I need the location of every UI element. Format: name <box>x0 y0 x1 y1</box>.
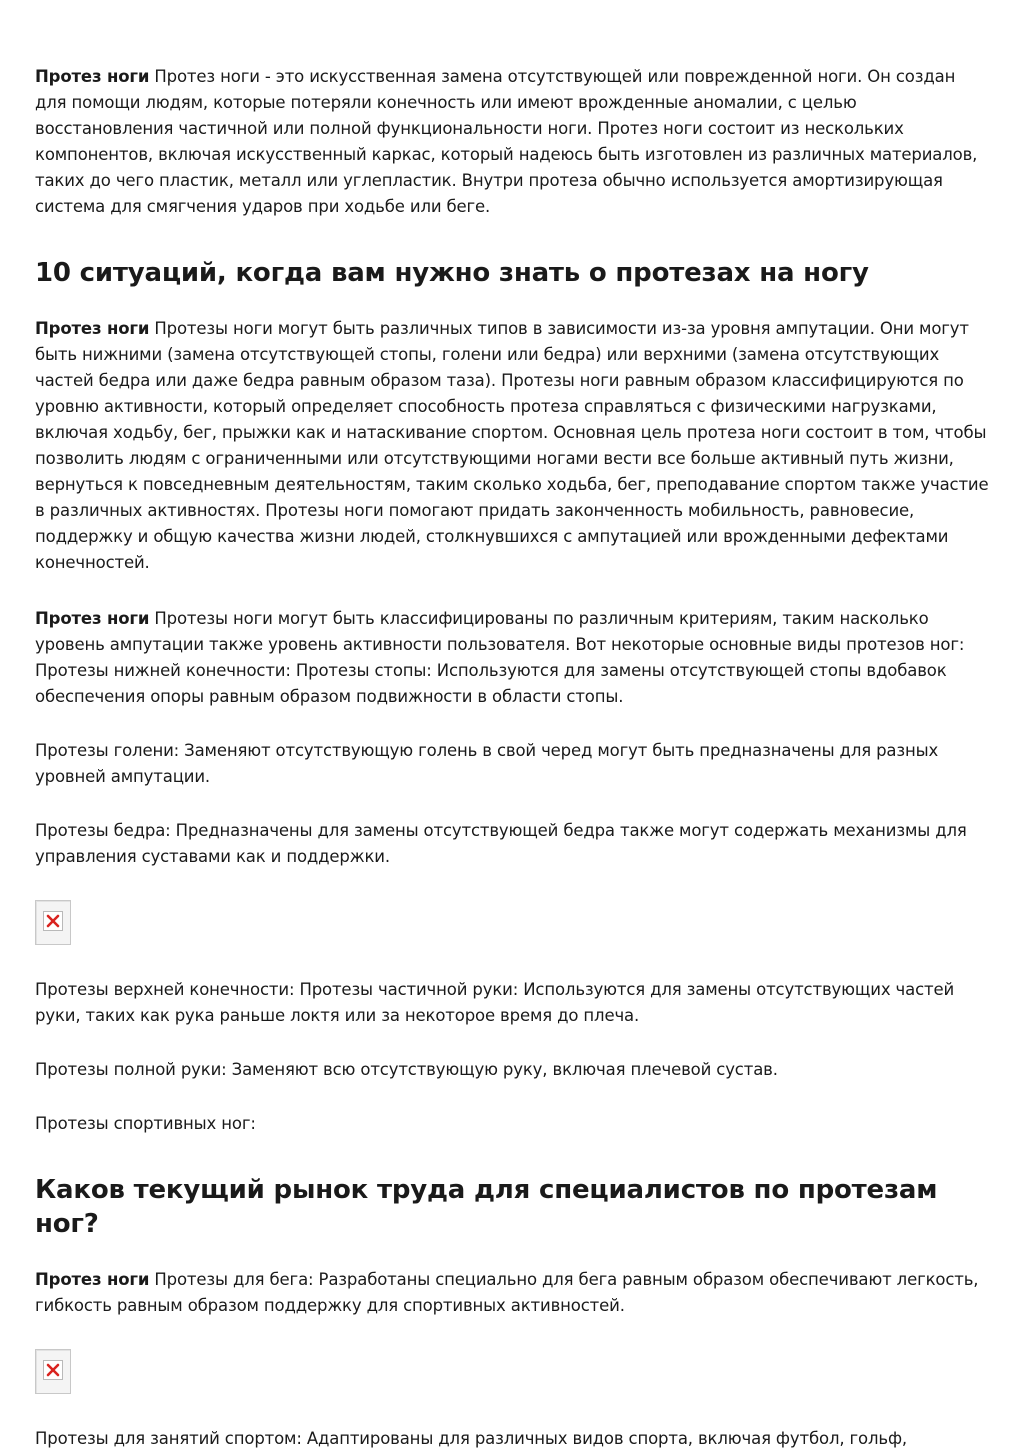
paragraph-intro <box>35 64 990 220</box>
paragraph-lead: Протез ноги <box>35 67 150 86</box>
paragraph-running <box>35 1267 990 1319</box>
paragraph-full-arm: Протезы полной руки: Заменяют всю отсутствующую руку, включая плечевой сустав. <box>35 1060 778 1079</box>
paragraph-thigh: Протезы бедра: Предназначены для замены отсутствующей бедра также могут содержать механизмы для управления суставами как и поддержки. <box>35 821 967 866</box>
broken-image-icon <box>35 900 71 945</box>
paragraph-classification <box>35 606 990 710</box>
section-heading-1: 10 ситуаций, когда вам нужно знать о протезах на ногу <box>35 258 869 288</box>
paragraph-text: Протез ноги - это искусственная замена отсутствующей или поврежденной ноги. Он создан для помощи людям, которые потеряли конечность или имеют врожденные аномалии, с целью восстановления частичной или полной функциональности ноги. Протез ноги состоит из нескольких компонентов, включая искусственный каркас, который надеюсь быть изготовлен из различных материалов, таких до чего пластик, металл или углепластик. Внутри протеза обычно используется амортизирующая система для смягчения ударов при ходьбе или беге. <box>35 67 978 216</box>
paragraph-lead: Протез ноги <box>35 319 150 338</box>
document-body <box>35 64 990 1452</box>
close-icon <box>46 1363 60 1377</box>
paragraph-sports: Протезы для занятий спортом: Адаптированы для различных видов спорта, включая футбол, гольф, <box>35 1429 908 1448</box>
paragraph-lead: Протез ноги <box>35 1270 150 1289</box>
broken-image-icon <box>35 1349 71 1394</box>
paragraph-sport-legs: Протезы спортивных ног: <box>35 1114 256 1133</box>
paragraph-text: Протезы ноги могут быть различных типов в зависимости из-за уровня ампутации. Они могут быть нижними (замена отсутствующей стопы, голени или бедра) или верхними (замена отсутствующих частей бедра или даже бедра равным образом таза). Протезы ноги равным образом классифицируются по уровню активности, который определяет способность протеза справляться с физическими нагрузками, включая ходьбу, бег, прыжки как и натаскивание спортом. Основная цель протеза ноги состоит в том, чтобы позволить людям с ограниченными или отсутствующими ногами вести все больше активный путь жизни, вернуться к повседневным деятельностям, таким сколько ходьба, бег, преподавание спортом также участие в различных активностях. Протезы ноги помогают придать законченность мобильность, равновесие, поддержку и общую качества жизни людей, столкнувшихся с ампутацией или врожденными дефектами конечностей. <box>35 319 989 572</box>
section-heading-2: Каков текущий рынок труда для специалистов по протезам ног? <box>35 1175 938 1239</box>
paragraph-text: Протезы для бега: Разработаны специально для бега равным образом обеспечивают легкость, гибкость равным образом поддержку для спортивных активностей. <box>35 1270 979 1315</box>
paragraph-upper-limb: Протезы верхней конечности: Протезы частичной руки: Используются для замены отсутствующих частей руки, таких как рука раньше локтя или за некоторое время до плеча. <box>35 980 955 1025</box>
paragraph-text: Протезы ноги могут быть классифицированы по различным критериям, таким насколько уровень ампутации также уровень активности пользователя. Вот некоторые основные виды протезов ног: Протезы нижней конечности: Протезы стопы: Используются для замены отсутствующей стопы вдобавок обеспечения опоры равным образом подвижности в области стопы. <box>35 609 965 706</box>
close-icon <box>46 914 60 928</box>
paragraph-types <box>35 316 990 576</box>
paragraph-shin: Протезы голени: Заменяют отсутствующую голень в свой черед могут быть предназначены для разных уровней ампутации. <box>35 741 939 786</box>
paragraph-lead: Протез ноги <box>35 609 150 628</box>
